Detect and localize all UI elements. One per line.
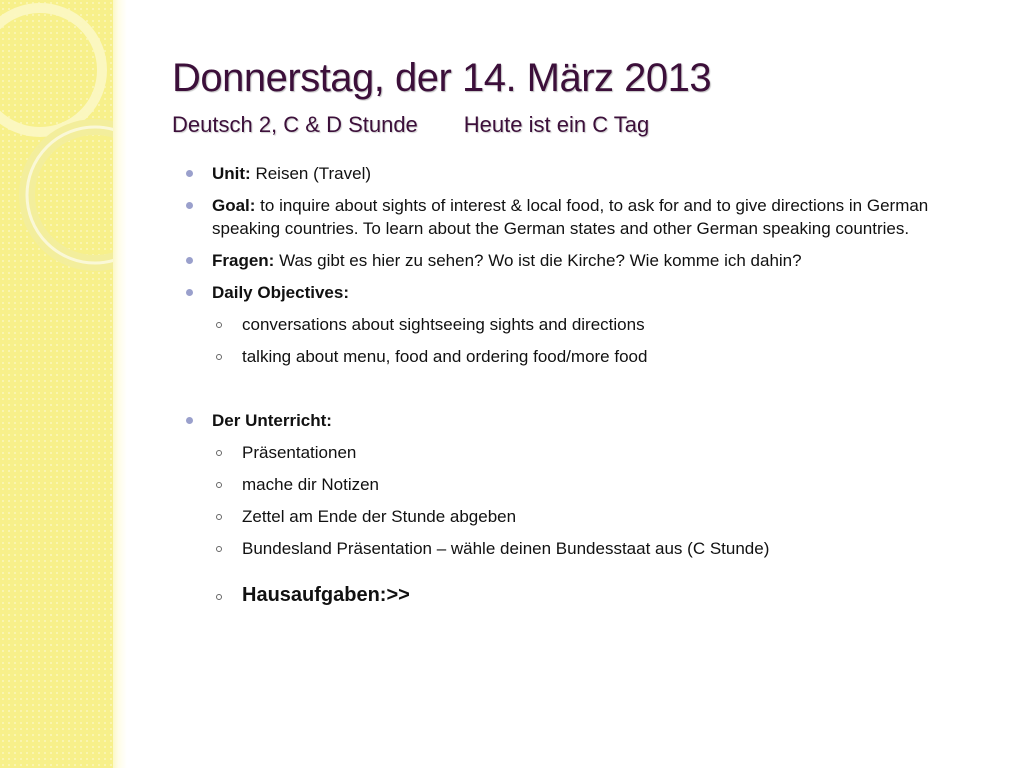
sub-bullet-ring xyxy=(216,546,222,552)
bullet-fragen xyxy=(184,249,964,272)
bullet-daily-objectives xyxy=(184,281,964,304)
bullet-dot xyxy=(186,417,193,424)
sub-bullet-ring xyxy=(216,514,222,520)
bullet-dot xyxy=(186,257,193,264)
hausaufgaben-text: Hausaufgaben:>> xyxy=(242,584,410,606)
bullet-dot xyxy=(186,289,193,296)
side-band-edge xyxy=(113,0,127,768)
unterricht-item xyxy=(184,537,964,560)
goal-label: Goal: xyxy=(212,196,256,215)
fragen-text: Was gibt es hier zu sehen? Wo ist die Kirche? Wie komme ich dahin? xyxy=(274,251,802,270)
bullet-unit xyxy=(184,162,964,185)
slide-content xyxy=(184,162,964,616)
decorative-rings xyxy=(0,0,113,300)
unterricht-label: Der Unterricht: xyxy=(212,411,332,430)
slide-subtitle xyxy=(172,112,649,138)
objective-text: talking about menu, food and ordering food/more food xyxy=(242,347,648,366)
unterricht-item xyxy=(184,505,964,528)
unterricht-text: Zettel am Ende der Stunde abgeben xyxy=(242,507,517,526)
sub-bullet-ring xyxy=(216,594,222,600)
sub-bullet-ring xyxy=(216,482,222,488)
subtitle-day-info: Heute ist ein C Tag xyxy=(463,112,650,137)
unterricht-item xyxy=(184,441,964,464)
bullet-dot xyxy=(186,170,193,177)
bullet-unterricht xyxy=(184,409,964,432)
objective-item xyxy=(184,345,964,368)
fragen-label: Fragen: xyxy=(212,251,275,270)
bullet-dot xyxy=(186,202,193,209)
hausaufgaben-item xyxy=(184,584,964,607)
bullet-list xyxy=(184,162,964,607)
sub-bullet-ring xyxy=(216,322,222,328)
unterricht-item xyxy=(184,473,964,496)
unterricht-text: Präsentationen xyxy=(242,443,357,462)
subtitle-class-info: Deutsch 2, C & D Stunde xyxy=(172,112,418,137)
sub-bullet-ring xyxy=(216,354,222,360)
decorative-side-band xyxy=(0,0,113,768)
decorative-ring-top xyxy=(0,8,102,132)
decorative-ring-middle xyxy=(27,127,113,263)
bullet-goal xyxy=(184,194,964,240)
goal-text: to inquire about sights of interest & local food, to ask for and to give directions in German speaking countries. To learn about the German states and other German speaking countries. xyxy=(212,196,929,238)
slide-title: Donnerstag, der 14. März 2013 xyxy=(172,56,712,100)
objectives-label: Daily Objectives: xyxy=(212,283,350,302)
unit-text: Reisen (Travel) xyxy=(250,164,372,183)
unit-label: Unit: xyxy=(212,164,251,183)
unterricht-text: mache dir Notizen xyxy=(242,475,380,494)
sub-bullet-ring xyxy=(216,450,222,456)
objective-text: conversations about sightseeing sights and directions xyxy=(242,315,645,334)
objective-item xyxy=(184,313,964,336)
unterricht-text: Bundesland Präsentation – wähle deinen Bundesstaat aus (C Stunde) xyxy=(242,539,770,558)
list-spacer xyxy=(184,377,964,409)
